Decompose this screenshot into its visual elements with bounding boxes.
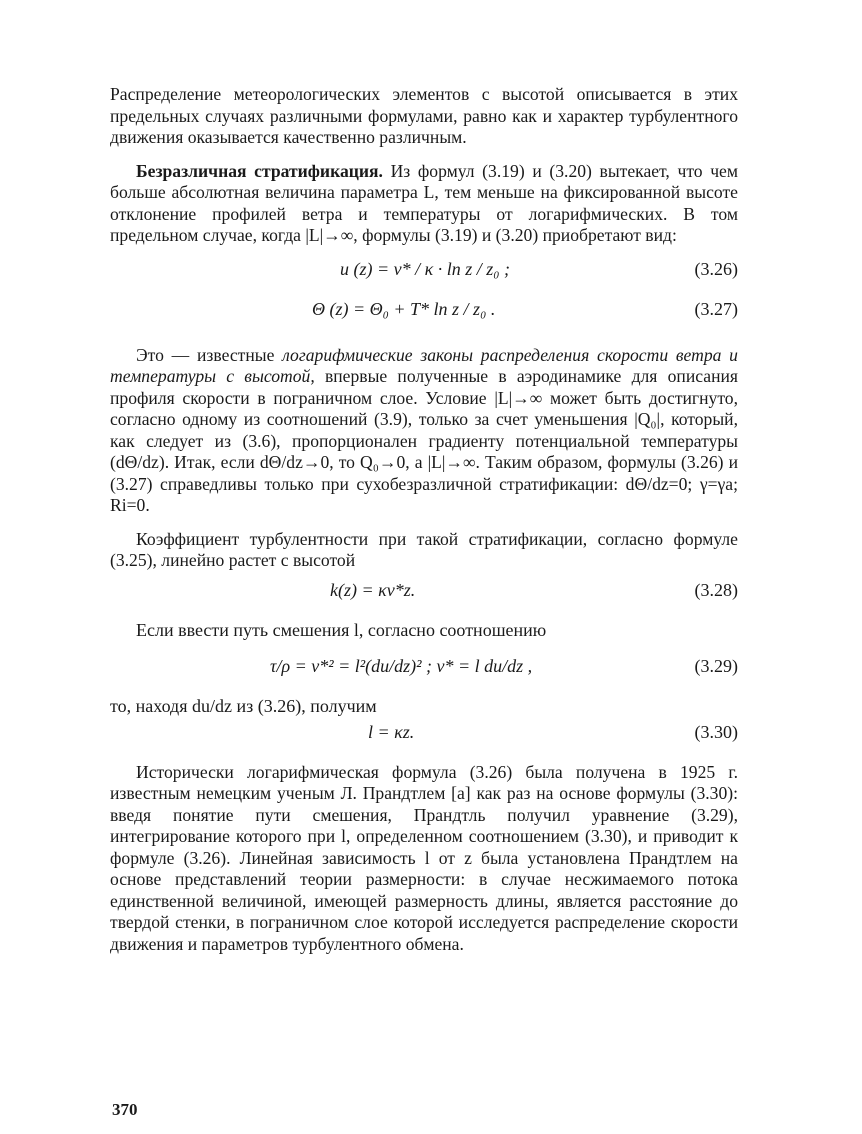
page-number: 370 xyxy=(112,1100,138,1119)
equation-formula: u (z) = v* / κ · ln z / z₀ ; xyxy=(340,258,511,279)
equation-3-28 xyxy=(110,572,738,612)
paragraph-history: Исторически логарифмическая формула (3.26) была получена в 1925 г. известным немецким ученым Л. Прандтлем [a] как раз на основе формулы (3.30): введя понятие пути смешения, Прандтль получил уравнение (3.29), интегрирование которого при l, определенном соотношением (3.30), и приводит к формуле (3.26). Линейная зависимость l от z была установлена Прандтлем на основе представлений теории размерности: в случае несжимаемого потока единственной величиной, имеющей размерность длины, является расстояние до твердой стенки, в пограничном слое которой исследуется распределение скорости движения и параметров турбулентного обмена. xyxy=(110,761,738,954)
equation-3-26 xyxy=(110,251,738,291)
equation-3-27 xyxy=(110,291,738,331)
paragraph-lead: Это — известные xyxy=(136,344,283,365)
equation-number: (3.28) xyxy=(694,579,738,600)
equation-3-29 xyxy=(110,642,738,694)
equation-formula: k(z) = κv*z. xyxy=(330,579,416,600)
paragraph-derivation: то, находя du/dz из (3.26), получим xyxy=(110,695,377,716)
paragraph-mixing-length: Если ввести путь смешения l, согласно соотношению xyxy=(136,619,547,640)
paragraph-log-laws xyxy=(110,345,738,517)
equation-number: (3.27) xyxy=(694,298,738,319)
equation-formula: Θ (z) = Θ₀ + T* ln z / z₀ . xyxy=(312,298,496,319)
paragraph-turbulence-coefficient: Коэффициент турбулентности при такой стратификации, согласно формуле (3.25), линейно растет с высотой xyxy=(110,528,738,570)
paragraph-intro: Распределение метеорологических элементов с высотой описывается в этих предельных случаях различными формулами, равно как и характер турбулентного движения оказывается качественно различным. xyxy=(110,84,738,147)
paragraph-text: Из формул (3.19) и (3.20) вытекает, что чем больше абсолютная величина параметра L, тем меньше на фиксированной высоте отклонение профилей ветра и температуры от логарифмических. В том предельном случае, когда |L|→∞, формулы (3.19) и (3.20) приобретают вид: xyxy=(110,160,738,245)
paragraph-text: впервые полученные в аэродинамике для описания профиля скорости в пограничном слое. Условие |L|→∞ может быть достигнуто, согласно одному из соотношений (3.9), только за счет уменьшения |Q₀|, который, как следует из (3.6), пропорционален градиенту потенциальной температуры (dΘ/dz). Итак, если dΘ/dz→0, то Q₀→0, а |L|→∞. Таким образом, формулы (3.26) и (3.27) справедливы только при сухобезразличной стратификации: dΘ/dz=0; γ=γa; Ri=0. xyxy=(110,366,738,515)
equation-number: (3.26) xyxy=(694,258,738,279)
equation-number: (3.29) xyxy=(694,655,738,676)
paragraph-neutral-stratification xyxy=(110,161,738,247)
equation-formula: l = κz. xyxy=(368,721,415,742)
equation-formula: τ/ρ = v*² = l²(du/dz)² ; v* = l du/dz , xyxy=(270,655,533,676)
page-body xyxy=(110,84,738,955)
equation-3-30 xyxy=(110,718,738,752)
section-heading: Безразличная стратификация. xyxy=(136,160,383,181)
equation-number: (3.30) xyxy=(694,721,738,742)
emphasis-text: логарифмические законы распределения скорости ветра и температуры с высотой, xyxy=(110,344,738,386)
